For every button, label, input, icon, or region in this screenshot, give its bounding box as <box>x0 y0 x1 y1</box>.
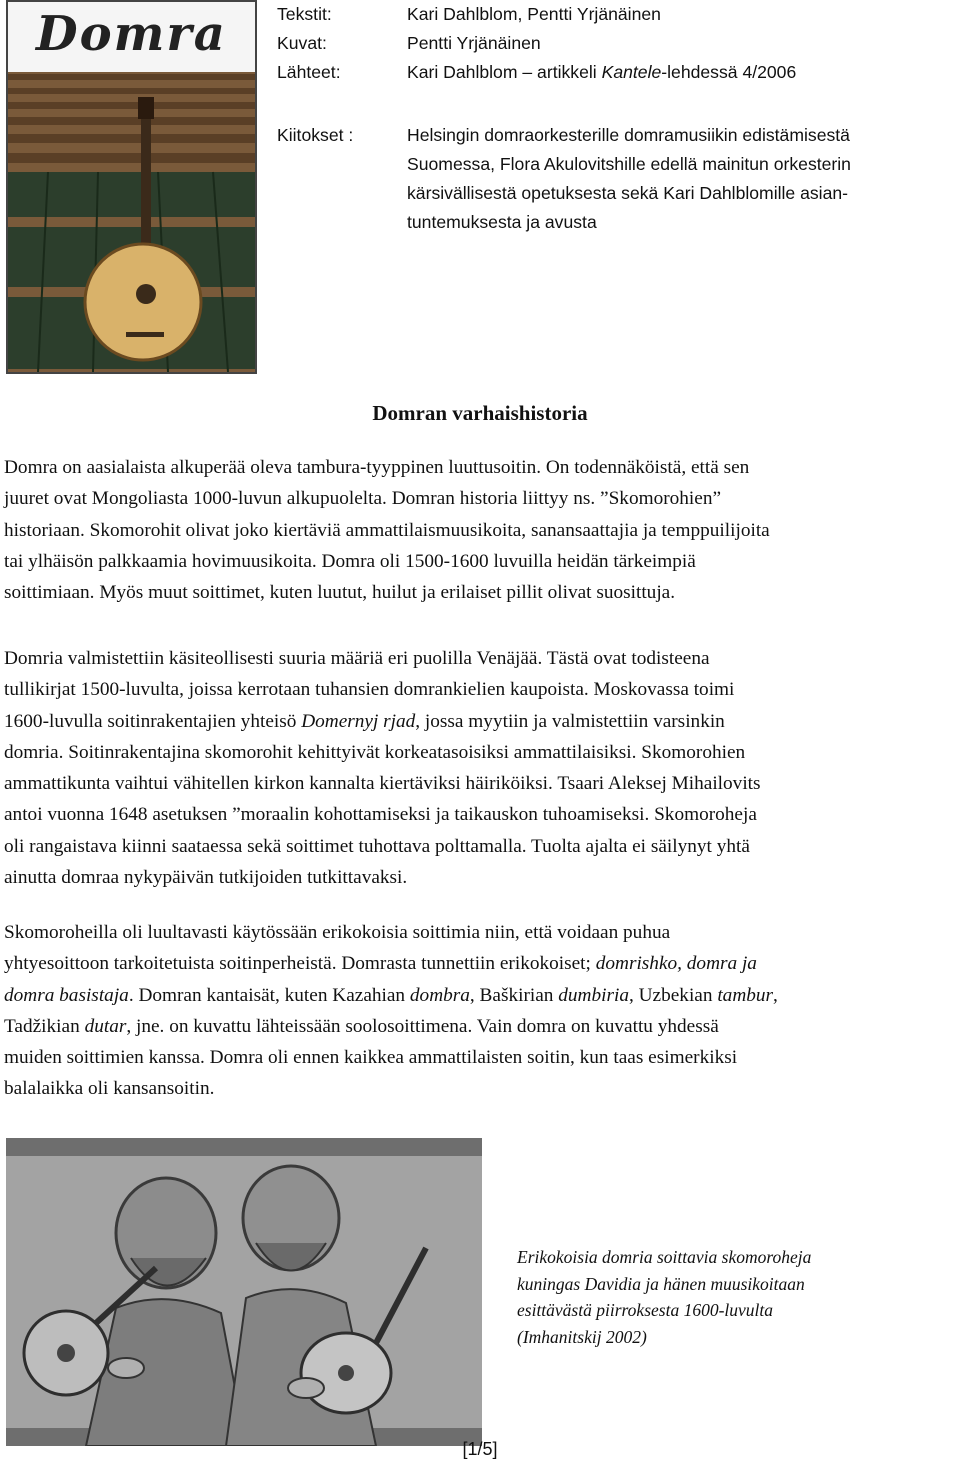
engraving-illustration-icon <box>6 1138 482 1446</box>
credits-value: Kari Dahlblom, Pentti Yrjänäinen <box>407 4 661 24</box>
paragraph-2 <box>4 643 954 893</box>
credits-label: Lähteet: <box>277 62 341 82</box>
text-run-italic: domra basistaja <box>4 984 129 1006</box>
text-run-italic: Domernyj rjad <box>301 710 416 732</box>
text-line: antoi vuonna 1648 asetuksen ”moraalin kohottamiseksi ja taikauskon tuhoamiseksi. Skomoroheja <box>4 804 757 826</box>
text-line: ammattikunta vaihtui vähitellen kirkon kannalta kiertäviksi häiriköiksi. Tsaari Aleksej Mihailovits <box>4 773 761 795</box>
paragraph-1 <box>4 452 954 608</box>
logo-text: Domra <box>36 6 227 62</box>
caption-line: Erikokoisia domria soittavia skomoroheja <box>517 1247 812 1267</box>
thanks-line: Suomessa, Flora Akulovitshille edellä mainitun orkesterin <box>407 154 851 174</box>
sources-prefix: Kari Dahlblom – artikkeli <box>407 62 602 82</box>
text-line <box>4 980 954 1011</box>
text-run: yhtyesoittoon tarkoitetuista soitinperheistä. Domrasta tunnettiin erikokoiset; <box>4 953 596 975</box>
text-run-italic: dumbiria <box>558 984 629 1006</box>
credits-value: Pentti Yrjänäinen <box>407 33 541 53</box>
text-line: muiden soittimien kanssa. Domra oli ennen kaikkea ammattilaisten soitin, kun taas esimerkiksi <box>4 1047 738 1069</box>
text-run-italic: domrishko, domra ja <box>595 953 757 975</box>
text-line <box>4 948 954 979</box>
credits-label: Kuvat: <box>277 33 327 53</box>
text-line: Domria valmistettiin käsiteollisesti suuria määriä eri puolilla Venäjää. Tästä ovat todisteena <box>4 648 710 669</box>
text-line: tullikirjat 1500-luvulta, joissa kerrotaan tuhansien domrankielien kaupoista. Moskovassa toimi <box>4 679 735 701</box>
sources-suffix: -lehdessä 4/2006 <box>661 62 797 82</box>
text-line: soittimiaan. Myös muut soittimet, kuten luutut, huilut ja erilaiset pillit olivat suosittuja. <box>4 582 676 604</box>
text-run: Tadžikian <box>4 1015 85 1037</box>
caption-line: kuningas Davidia ja hänen muusikoitaan <box>517 1273 805 1294</box>
text-line: Domra on aasialaista alkuperää oleva tambura-tyyppinen luuttusoitin. On todennäköistä, että sen <box>4 457 750 478</box>
caption-line: esittävästä piirroksesta 1600-luvulta <box>517 1300 773 1320</box>
text-line: domria. Soitinrakentajina skomorohit kehittyivät korkeatasoisiksi ammattilaisiksi. Skomorohien <box>4 741 746 763</box>
text-line: historiaan. Skomorohit olivat joko kiertäviä ammattilaismuusikoita, sanansaattajia ja temppuilijoita <box>4 519 770 541</box>
text-run: , Uzbekian <box>628 984 718 1006</box>
text-run: . Domran kantaisät, kuten Kazahian <box>128 984 410 1006</box>
text-line: oli rangaistava kiinni saataessa sekä soittimet tuhottava polttamalla. Tuolta ajalta ei säilynyt yhtä <box>4 835 750 857</box>
image-caption <box>517 1244 917 1350</box>
credits-value <box>407 121 947 237</box>
thanks-line: Helsingin domraorkesterille domramusiikin edistämisestä <box>407 125 850 145</box>
text-line: tai ylhäisön palkkaamia hovimuusikoita. Domra oli 1500-1600 luvuilla heidän tärkeimpiä <box>4 550 696 572</box>
text-run: , <box>773 984 778 1006</box>
text-line <box>4 706 954 737</box>
credits-value <box>407 58 947 87</box>
text-line: juuret ovat Mongoliasta 1000-luvun alkupuolelta. Domran historia liittyy ns. ”Skomorohien” <box>4 488 722 510</box>
text-run: , jossa myytiin ja valmistettiin varsinkin <box>415 710 725 732</box>
thanks-line: tuntemuksesta ja avusta <box>407 212 597 232</box>
caption-line: (Imhanitskij 2002) <box>517 1326 647 1347</box>
sources-italic: Kantele <box>601 62 662 82</box>
paragraph-3 <box>4 917 954 1105</box>
text-run-italic: dutar <box>84 1015 127 1037</box>
text-line <box>4 1011 954 1042</box>
page-number: [1/5] <box>462 1439 498 1459</box>
text-run: 1600-luvulla soitinrakentajien yhteisö <box>4 710 302 732</box>
text-run-italic: tambur <box>717 984 774 1006</box>
engraving-image <box>6 1138 482 1446</box>
section-heading: Domran varhaishistoria <box>372 401 588 425</box>
text-line: ainutta domraa nykypäivän tutkijoiden tutkittavaksi. <box>4 867 408 889</box>
thanks-line: kärsivällisestä opetuksesta sekä Kari Dahlblomille asian- <box>407 183 849 203</box>
text-run-italic: dombra <box>409 984 470 1006</box>
text-run: , Baškirian <box>469 984 559 1006</box>
text-line: Skomoroheilla oli luultavasti käytössään erikokoisia soittimia niin, että voidaan puhua <box>4 922 671 943</box>
credits-label: Kiitokset : <box>277 125 354 145</box>
text-line: balalaikka oli kansansoitin. <box>4 1078 215 1100</box>
header-photo <box>6 0 257 374</box>
credits-label: Tekstit: <box>277 4 332 24</box>
text-run: , jne. on kuvattu lähteissään soolosoittimena. Vain domra on kuvattu yhdessä <box>126 1015 719 1037</box>
